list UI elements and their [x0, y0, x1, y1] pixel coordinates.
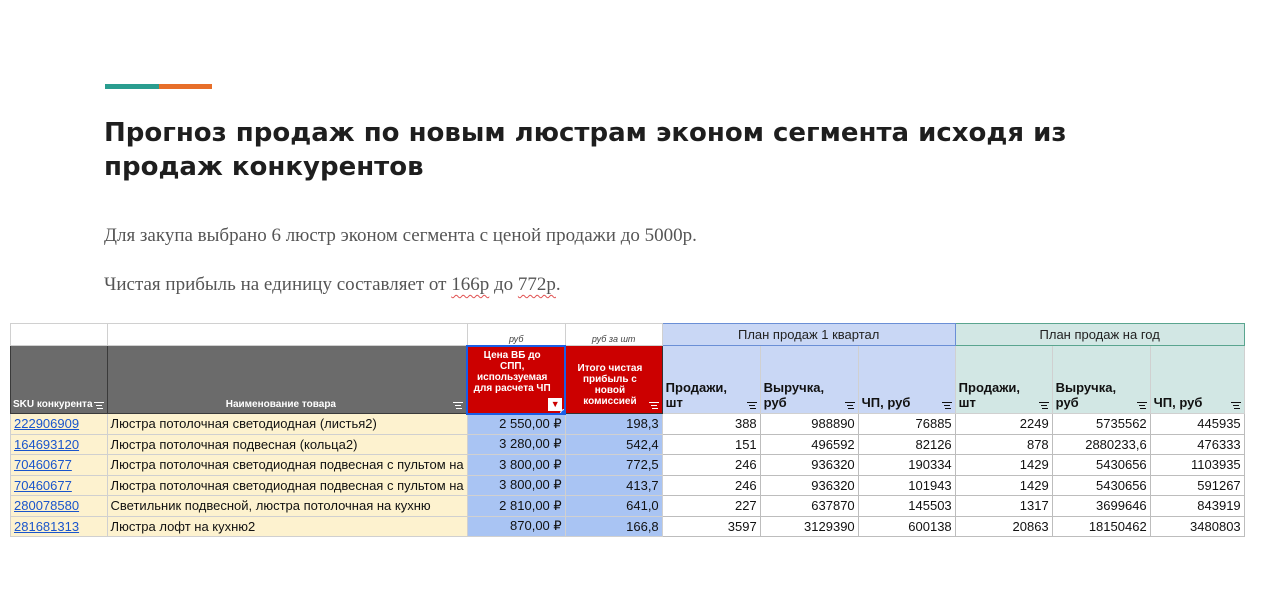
- blank-cell: [11, 324, 108, 346]
- year-sales-cell[interactable]: 20863: [955, 516, 1052, 537]
- year-plan-header: План продаж на год: [955, 324, 1244, 346]
- profit-summary: [104, 274, 561, 296]
- filter-icon[interactable]: [1137, 402, 1147, 409]
- quarter-revenue-cell[interactable]: 936320: [760, 475, 858, 496]
- filter-icon[interactable]: [94, 402, 104, 409]
- price-cell[interactable]: 3 800,00 ₽: [467, 475, 565, 496]
- product-name[interactable]: Люстра потолочная подвесная (кольца2): [107, 434, 467, 455]
- year-revenue-cell[interactable]: 2880233,6: [1052, 434, 1150, 455]
- profit-min: 166р: [451, 274, 490, 295]
- year-profit-cell[interactable]: 476333: [1150, 434, 1244, 455]
- quarter-revenue-cell[interactable]: 936320: [760, 455, 858, 476]
- sku-link[interactable]: 281681313: [11, 516, 108, 537]
- product-name[interactable]: Светильник подвесной, люстра потолочная на кухню: [107, 496, 467, 517]
- table-row: [11, 455, 1245, 476]
- filter-icon[interactable]: [453, 402, 463, 409]
- forecast-table: [10, 323, 1245, 537]
- col-header-year-sales[interactable]: Продажи, шт: [955, 346, 1052, 414]
- filter-icon[interactable]: [649, 402, 659, 409]
- accent-bar-teal: [105, 84, 159, 89]
- year-sales-cell[interactable]: 2249: [955, 414, 1052, 435]
- col-header-quarter-sales[interactable]: Продажи, шт: [662, 346, 760, 414]
- table-row: [11, 496, 1245, 517]
- col-header-profit[interactable]: Итого чистая прибыль с новой комиссией: [565, 346, 662, 414]
- col-header-price[interactable]: Цена ВБ до СПП, используемая для расчета ЧП ▼: [467, 346, 565, 414]
- product-name[interactable]: Люстра потолочная светодиодная подвесная с пультом на: [107, 475, 467, 496]
- quarter-sales-cell[interactable]: 246: [662, 455, 760, 476]
- price-unit: руб: [467, 324, 565, 346]
- year-revenue-cell[interactable]: 3699646: [1052, 496, 1150, 517]
- profit-max: 772р: [517, 274, 556, 295]
- filter-icon[interactable]: [1039, 402, 1049, 409]
- year-profit-cell[interactable]: 591267: [1150, 475, 1244, 496]
- col-header-quarter-profit[interactable]: ЧП, руб: [858, 346, 955, 414]
- quarter-revenue-cell[interactable]: 496592: [760, 434, 858, 455]
- price-cell[interactable]: 2 810,00 ₽: [467, 496, 565, 517]
- profit-cell[interactable]: 641,0: [565, 496, 662, 517]
- quarter-profit-cell[interactable]: 101943: [858, 475, 955, 496]
- year-sales-cell[interactable]: 1317: [955, 496, 1052, 517]
- col-header-year-profit[interactable]: ЧП, руб: [1150, 346, 1244, 414]
- product-name[interactable]: Люстра потолочная светодиодная подвесная с пультом на: [107, 455, 467, 476]
- col-header-quarter-revenue[interactable]: Выручка, руб: [760, 346, 858, 414]
- product-name[interactable]: Люстра лофт на кухню2: [107, 516, 467, 537]
- table-row: [11, 414, 1245, 435]
- sku-link[interactable]: 70460677: [11, 475, 108, 496]
- filter-icon[interactable]: [747, 402, 757, 409]
- quarter-sales-cell[interactable]: 388: [662, 414, 760, 435]
- year-revenue-cell[interactable]: 18150462: [1052, 516, 1150, 537]
- year-profit-cell[interactable]: 843919: [1150, 496, 1244, 517]
- active-filter-icon[interactable]: ▼: [548, 398, 562, 411]
- year-revenue-cell[interactable]: 5735562: [1052, 414, 1150, 435]
- accent-bar-orange: [159, 84, 212, 89]
- sku-link[interactable]: 280078580: [11, 496, 108, 517]
- header-row: [11, 346, 1245, 414]
- quarter-sales-cell[interactable]: 227: [662, 496, 760, 517]
- quarter-profit-cell[interactable]: 190334: [858, 455, 955, 476]
- year-sales-cell[interactable]: 1429: [955, 455, 1052, 476]
- table-row: [11, 434, 1245, 455]
- profit-cell[interactable]: 542,4: [565, 434, 662, 455]
- profit-summary-middle: до: [489, 274, 518, 295]
- accent-bar: [105, 84, 212, 89]
- quarter-profit-cell[interactable]: 76885: [858, 414, 955, 435]
- year-profit-cell[interactable]: 1103935: [1150, 455, 1244, 476]
- profit-unit: руб за шт: [565, 324, 662, 346]
- quarter-sales-cell[interactable]: 246: [662, 475, 760, 496]
- year-sales-cell[interactable]: 878: [955, 434, 1052, 455]
- filter-icon[interactable]: [845, 402, 855, 409]
- profit-cell[interactable]: 198,3: [565, 414, 662, 435]
- table-row: [11, 516, 1245, 537]
- price-cell[interactable]: 3 800,00 ₽: [467, 455, 565, 476]
- col-header-name[interactable]: Наименование товара: [107, 346, 467, 414]
- filter-icon[interactable]: [942, 402, 952, 409]
- col-header-year-revenue[interactable]: Выручка, руб: [1052, 346, 1150, 414]
- year-sales-cell[interactable]: 1429: [955, 475, 1052, 496]
- quarter-revenue-cell[interactable]: 988890: [760, 414, 858, 435]
- price-cell[interactable]: 870,00 ₽: [467, 516, 565, 537]
- profit-cell[interactable]: 772,5: [565, 455, 662, 476]
- quarter-revenue-cell[interactable]: 3129390: [760, 516, 858, 537]
- quarter-profit-cell[interactable]: 82126: [858, 434, 955, 455]
- profit-cell[interactable]: 166,8: [565, 516, 662, 537]
- quarter-profit-cell[interactable]: 600138: [858, 516, 955, 537]
- quarter-sales-cell[interactable]: 151: [662, 434, 760, 455]
- sku-link[interactable]: 164693120: [11, 434, 108, 455]
- profit-cell[interactable]: 413,7: [565, 475, 662, 496]
- sku-link[interactable]: 70460677: [11, 455, 108, 476]
- price-cell[interactable]: 3 280,00 ₽: [467, 434, 565, 455]
- quarter-sales-cell[interactable]: 3597: [662, 516, 760, 537]
- blank-cell: [107, 324, 467, 346]
- filter-icon[interactable]: [1231, 402, 1241, 409]
- year-profit-cell[interactable]: 445935: [1150, 414, 1244, 435]
- quarter-plan-header: План продаж 1 квартал: [662, 324, 955, 346]
- year-revenue-cell[interactable]: 5430656: [1052, 455, 1150, 476]
- table-row: [11, 475, 1245, 496]
- page-title: Прогноз продаж по новым люстрам эконом сегмента исходя из продаж конкурентов: [104, 118, 1067, 182]
- units-row: [11, 324, 1245, 346]
- year-revenue-cell[interactable]: 5430656: [1052, 475, 1150, 496]
- sku-link[interactable]: 222906909: [11, 414, 108, 435]
- quarter-revenue-cell[interactable]: 637870: [760, 496, 858, 517]
- col-header-sku[interactable]: SKU конкурента: [11, 346, 108, 414]
- selection-summary: Для закупа выбрано 6 люстр эконом сегмента с ценой продажи до 5000р.: [104, 225, 697, 246]
- price-cell[interactable]: 2 550,00 ₽: [467, 414, 565, 435]
- profit-summary-prefix: Чистая прибыль на единицу составляет от: [104, 274, 452, 295]
- quarter-profit-cell[interactable]: 145503: [858, 496, 955, 517]
- year-profit-cell[interactable]: 3480803: [1150, 516, 1244, 537]
- product-name[interactable]: Люстра потолочная светодиодная (листья2): [107, 414, 467, 435]
- profit-summary-suffix: .: [555, 274, 561, 295]
